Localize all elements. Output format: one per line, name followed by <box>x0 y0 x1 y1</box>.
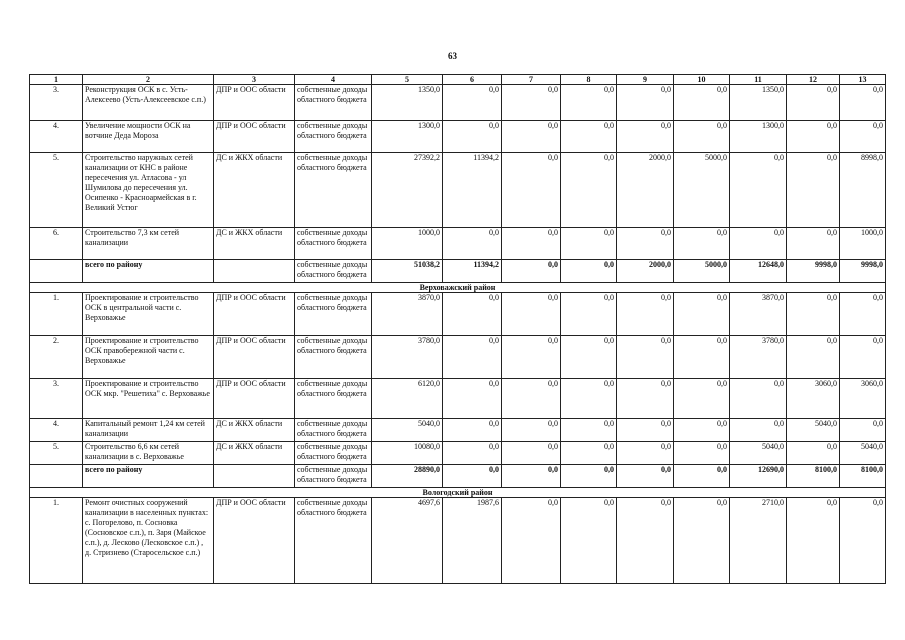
amount-cell: 6120,0 <box>372 379 443 419</box>
amount-cell: 0,0 <box>730 419 787 442</box>
item-name: Проектирование и строительство ОСК правобережной части с. Верховажье <box>83 336 214 379</box>
item-name: Строительство наружных сетей канализации от КНС в районе пересечения ул. Атласова - ул Шумилова до пересечения ул. Осипенко - Красноармейская в г. Великий Устюг <box>83 153 214 228</box>
amount-cell: 1987,6 <box>443 498 502 584</box>
funding-source: собственные доходы областного бюджета <box>295 85 372 121</box>
table-row <box>30 85 886 121</box>
header-cell: 2 <box>83 75 214 85</box>
amount-cell: 0,0 <box>443 442 502 465</box>
amount-cell: 0,0 <box>443 228 502 260</box>
header-cell: 8 <box>561 75 617 85</box>
amount-cell: 0,0 <box>561 85 617 121</box>
amount-cell: 1300,0 <box>372 121 443 153</box>
amount-cell: 0,0 <box>840 419 886 442</box>
amount-cell: 0,0 <box>561 465 617 488</box>
table-body <box>30 85 886 584</box>
table-row <box>30 498 886 584</box>
amount-cell: 0,0 <box>617 336 674 379</box>
amount-cell: 0,0 <box>443 419 502 442</box>
amount-cell: 0,0 <box>443 121 502 153</box>
amount-cell: 0,0 <box>674 465 730 488</box>
amount-cell: 0,0 <box>561 442 617 465</box>
district-total-row <box>30 260 886 283</box>
responsible-body: ДС и ЖКХ области <box>214 153 295 228</box>
amount-cell: 0,0 <box>561 419 617 442</box>
district-total-row <box>30 465 886 488</box>
amount-cell: 0,0 <box>502 85 561 121</box>
funding-source: собственные доходы областного бюджета <box>295 121 372 153</box>
amount-cell: 12648,0 <box>730 260 787 283</box>
header-row <box>30 75 886 85</box>
amount-cell: 0,0 <box>617 379 674 419</box>
table-row <box>30 419 886 442</box>
amount-cell: 0,0 <box>502 465 561 488</box>
amount-cell: 0,0 <box>787 498 840 584</box>
responsible-body: ДС и ЖКХ области <box>214 419 295 442</box>
amount-cell: 9998,0 <box>840 260 886 283</box>
district-name: Верховажский район <box>30 283 886 293</box>
table-row <box>30 121 886 153</box>
budget-table <box>29 74 886 584</box>
amount-cell: 3870,0 <box>372 293 443 336</box>
amount-cell: 0,0 <box>787 293 840 336</box>
amount-cell: 8998,0 <box>840 153 886 228</box>
item-number: 1. <box>30 293 83 336</box>
header-cell: 3 <box>214 75 295 85</box>
item-number: 3. <box>30 379 83 419</box>
amount-cell: 51038,2 <box>372 260 443 283</box>
amount-cell: 0,0 <box>674 379 730 419</box>
amount-cell: 5040,0 <box>372 419 443 442</box>
item-number: 4. <box>30 121 83 153</box>
funding-source: собственные доходы областного бюджета <box>295 442 372 465</box>
amount-cell: 11394,2 <box>443 260 502 283</box>
amount-cell: 1350,0 <box>372 85 443 121</box>
amount-cell: 0,0 <box>443 85 502 121</box>
amount-cell: 0,0 <box>730 228 787 260</box>
amount-cell: 0,0 <box>674 121 730 153</box>
responsible-body: ДПР и ООС области <box>214 336 295 379</box>
table-row <box>30 379 886 419</box>
table-row <box>30 153 886 228</box>
item-number: 5. <box>30 442 83 465</box>
amount-cell: 0,0 <box>674 498 730 584</box>
header-cell: 9 <box>617 75 674 85</box>
amount-cell: 5040,0 <box>730 442 787 465</box>
amount-cell: 0,0 <box>840 293 886 336</box>
amount-cell: 0,0 <box>502 121 561 153</box>
responsible-body: ДС и ЖКХ области <box>214 228 295 260</box>
amount-cell: 0,0 <box>787 153 840 228</box>
amount-cell: 2710,0 <box>730 498 787 584</box>
amount-cell: 3870,0 <box>730 293 787 336</box>
funding-source: собственные доходы областного бюджета <box>295 419 372 442</box>
amount-cell: 0,0 <box>787 121 840 153</box>
responsible-body: ДПР и ООС области <box>214 85 295 121</box>
responsible-body: ДПР и ООС области <box>214 293 295 336</box>
amount-cell: 0,0 <box>674 419 730 442</box>
amount-cell: 0,0 <box>674 228 730 260</box>
item-name: Строительство 6,6 км сетей канализации в с. Верховажье <box>83 442 214 465</box>
item-number: 4. <box>30 419 83 442</box>
item-name: Увеличение мощности ОСК на вотчине Деда Мороза <box>83 121 214 153</box>
amount-cell: 0,0 <box>787 336 840 379</box>
amount-cell: 0,0 <box>443 336 502 379</box>
amount-cell: 2000,0 <box>617 260 674 283</box>
header-cell: 1 <box>30 75 83 85</box>
amount-cell: 5040,0 <box>787 419 840 442</box>
amount-cell: 0,0 <box>502 336 561 379</box>
amount-cell: 0,0 <box>561 260 617 283</box>
amount-cell: 0,0 <box>502 260 561 283</box>
amount-cell: 0,0 <box>730 153 787 228</box>
amount-cell: 0,0 <box>561 293 617 336</box>
item-number: 3. <box>30 85 83 121</box>
amount-cell: 1000,0 <box>840 228 886 260</box>
amount-cell: 9998,0 <box>787 260 840 283</box>
page-number: 63 <box>448 51 457 61</box>
item-number: 2. <box>30 336 83 379</box>
district-name: Вологодский район <box>30 488 886 498</box>
amount-cell: 28890,0 <box>372 465 443 488</box>
amount-cell: 0,0 <box>617 465 674 488</box>
amount-cell: 0,0 <box>674 85 730 121</box>
amount-cell: 0,0 <box>787 85 840 121</box>
funding-source: собственные доходы областного бюджета <box>295 228 372 260</box>
amount-cell: 3060,0 <box>787 379 840 419</box>
amount-cell: 0,0 <box>617 228 674 260</box>
amount-cell: 0,0 <box>617 442 674 465</box>
amount-cell: 3780,0 <box>730 336 787 379</box>
header-cell: 4 <box>295 75 372 85</box>
amount-cell: 0,0 <box>561 336 617 379</box>
item-name: Капитальный ремонт 1,24 км сетей канализации <box>83 419 214 442</box>
amount-cell: 8100,0 <box>787 465 840 488</box>
amount-cell: 1350,0 <box>730 85 787 121</box>
amount-cell: 0,0 <box>561 379 617 419</box>
header-cell: 10 <box>674 75 730 85</box>
funding-source: собственные доходы областного бюджета <box>295 498 372 584</box>
item-name: всего по району <box>83 465 214 488</box>
amount-cell: 0,0 <box>840 121 886 153</box>
responsible-body: ДС и ЖКХ области <box>214 442 295 465</box>
amount-cell: 0,0 <box>674 293 730 336</box>
amount-cell: 0,0 <box>561 498 617 584</box>
responsible-body: ДПР и ООС области <box>214 379 295 419</box>
amount-cell: 0,0 <box>561 153 617 228</box>
amount-cell: 0,0 <box>617 498 674 584</box>
responsible-body <box>214 465 295 488</box>
amount-cell: 0,0 <box>502 379 561 419</box>
amount-cell: 0,0 <box>617 419 674 442</box>
amount-cell: 0,0 <box>443 293 502 336</box>
responsible-body <box>214 260 295 283</box>
amount-cell: 0,0 <box>502 153 561 228</box>
item-name: Строительство 7,3 км сетей канализации <box>83 228 214 260</box>
item-number: 1. <box>30 498 83 584</box>
item-name: Реконструкция ОСК в с. Усть-Алексеево (Усть-Алексеевское с.п.) <box>83 85 214 121</box>
responsible-body: ДПР и ООС области <box>214 121 295 153</box>
amount-cell: 27392,2 <box>372 153 443 228</box>
item-name: Ремонт очистных сооружений канализации в населенных пунктах: с. Погорелово, п. Сосновка (Сосновское с.п.), п. Заря (Майское с.п.), д. Лесково (Лесковское с.п.) , д. Стризнево (Старосельское с.п.) <box>83 498 214 584</box>
amount-cell: 0,0 <box>787 442 840 465</box>
header-cell: 5 <box>372 75 443 85</box>
amount-cell: 5000,0 <box>674 153 730 228</box>
item-number: 6. <box>30 228 83 260</box>
district-header-row <box>30 283 886 293</box>
amount-cell: 0,0 <box>617 121 674 153</box>
amount-cell: 12690,0 <box>730 465 787 488</box>
amount-cell: 0,0 <box>502 442 561 465</box>
amount-cell: 1300,0 <box>730 121 787 153</box>
table-row <box>30 228 886 260</box>
item-name: Проектирование и строительство ОСК в центральной части с. Верховажье <box>83 293 214 336</box>
table-row <box>30 442 886 465</box>
amount-cell: 1000,0 <box>372 228 443 260</box>
amount-cell: 8100,0 <box>840 465 886 488</box>
header-cell: 7 <box>502 75 561 85</box>
amount-cell: 5040,0 <box>840 442 886 465</box>
amount-cell: 0,0 <box>443 465 502 488</box>
amount-cell: 2000,0 <box>617 153 674 228</box>
amount-cell: 3780,0 <box>372 336 443 379</box>
amount-cell: 0,0 <box>787 228 840 260</box>
amount-cell: 4697,6 <box>372 498 443 584</box>
amount-cell: 0,0 <box>840 498 886 584</box>
responsible-body: ДПР и ООС области <box>214 498 295 584</box>
funding-source: собственные доходы областного бюджета <box>295 293 372 336</box>
item-name: Проектирование и строительство ОСК мкр. "Решетиха" с. Верховажье <box>83 379 214 419</box>
item-number <box>30 260 83 283</box>
amount-cell: 0,0 <box>674 442 730 465</box>
funding-source: собственные доходы областного бюджета <box>295 379 372 419</box>
amount-cell: 10080,0 <box>372 442 443 465</box>
district-header-row <box>30 488 886 498</box>
amount-cell: 3060,0 <box>840 379 886 419</box>
header-cell: 13 <box>840 75 886 85</box>
funding-source: собственные доходы областного бюджета <box>295 465 372 488</box>
amount-cell: 0,0 <box>502 228 561 260</box>
amount-cell: 0,0 <box>730 379 787 419</box>
amount-cell: 0,0 <box>840 336 886 379</box>
item-name: всего по району <box>83 260 214 283</box>
amount-cell: 0,0 <box>674 336 730 379</box>
table-row <box>30 293 886 336</box>
header-cell: 11 <box>730 75 787 85</box>
amount-cell: 0,0 <box>561 228 617 260</box>
amount-cell: 5000,0 <box>674 260 730 283</box>
header-cell: 6 <box>443 75 502 85</box>
amount-cell: 0,0 <box>840 85 886 121</box>
amount-cell: 0,0 <box>617 85 674 121</box>
funding-source: собственные доходы областного бюджета <box>295 260 372 283</box>
item-number <box>30 465 83 488</box>
amount-cell: 0,0 <box>561 121 617 153</box>
amount-cell: 0,0 <box>502 293 561 336</box>
amount-cell: 0,0 <box>617 293 674 336</box>
header-cell: 12 <box>787 75 840 85</box>
item-number: 5. <box>30 153 83 228</box>
funding-source: собственные доходы областного бюджета <box>295 153 372 228</box>
amount-cell: 0,0 <box>443 379 502 419</box>
funding-source: собственные доходы областного бюджета <box>295 336 372 379</box>
table-row <box>30 336 886 379</box>
amount-cell: 0,0 <box>502 498 561 584</box>
amount-cell: 0,0 <box>502 419 561 442</box>
amount-cell: 11394,2 <box>443 153 502 228</box>
